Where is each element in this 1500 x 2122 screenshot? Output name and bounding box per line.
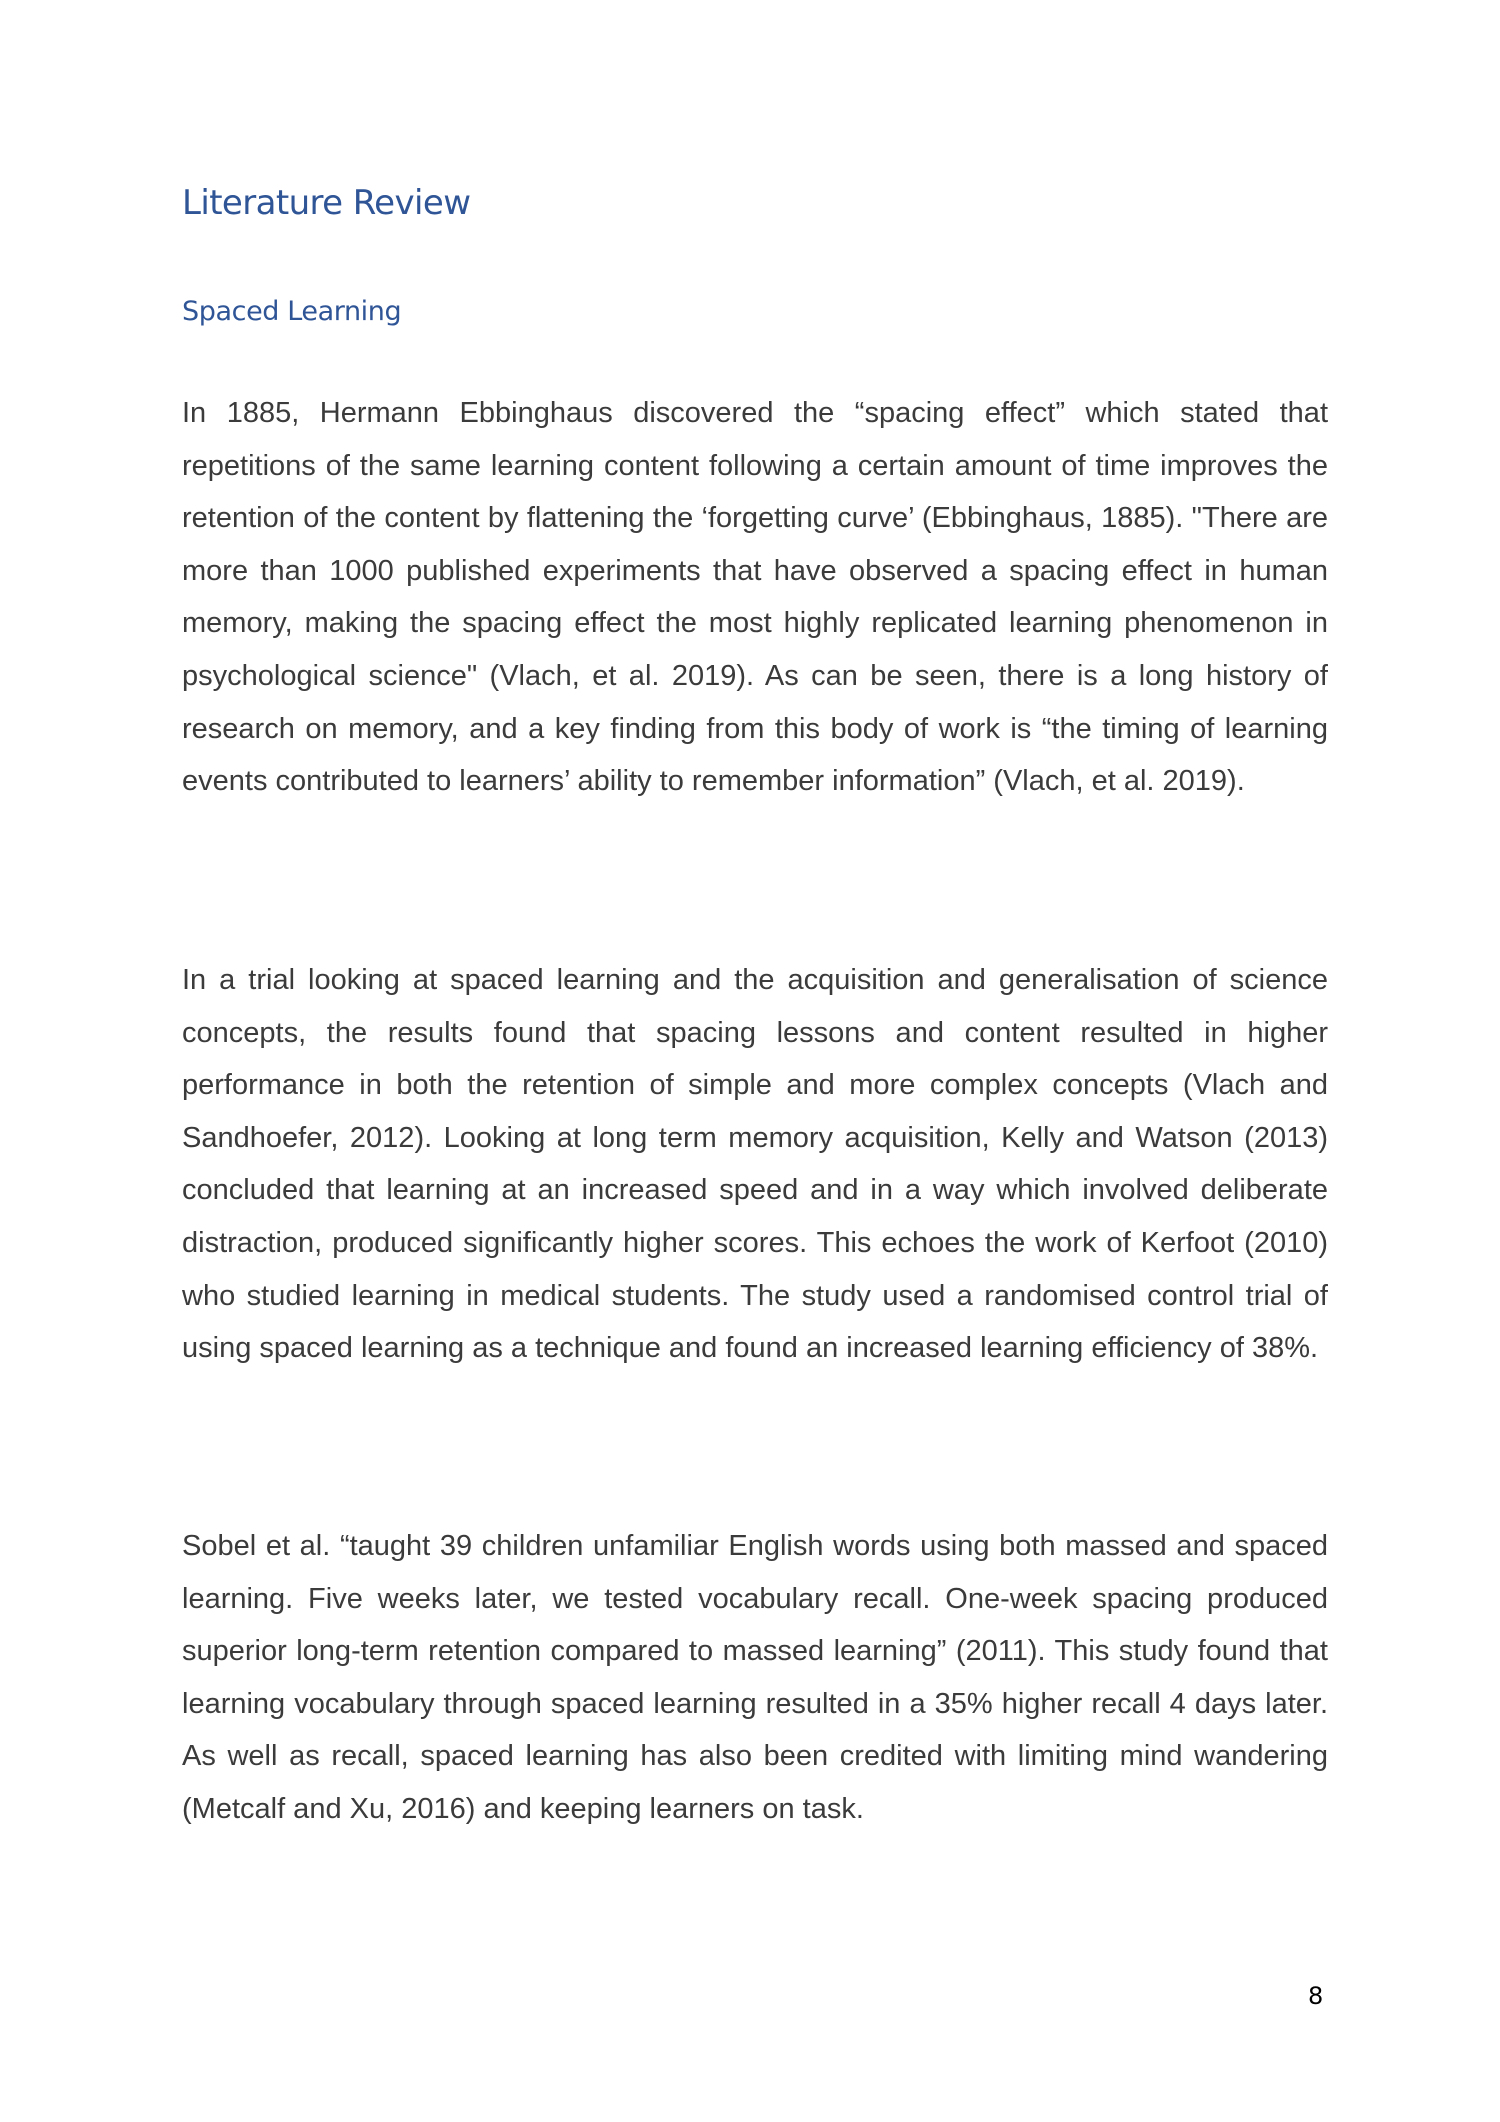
body-paragraph: In 1885, Hermann Ebbinghaus discovered the “spacing effect” which stated that repetitions of the same learning content following a certain amount of time improves the retention of the content by flattening the ‘forgetting curve’ (Ebbinghaus, 1885). "There are more than 1000 published experiments that have observed a spacing effect in human memory, making the spacing effect the most highly replicated learning phenomenon in psychological science" (Vlach, et al. 2019). As can be seen, there is a long history of research on memory, and a key finding from this body of work is “the timing of learning events contributed to learners’ ability to remember information” (Vlach, et al. 2019). [182, 397, 1328, 798]
page-number: 8 [1308, 1982, 1324, 2010]
body-paragraph: In a trial looking at spaced learning and the acquisition and generalisation of science concepts, the results found that spacing lessons and content resulted in higher performance in both the retention of simple and more complex concepts (Vlach and Sandhoefer, 2012). Looking at long term memory acquisition, Kelly and Watson (2013) concluded that learning at an increased speed and in a way which involved deliberate distraction, produced significantly higher scores. This echoes the work of Kerfoot (2010) who studied learning in medical students. The study used a randomised control trial of using spaced learning as a technique and found an increased learning efficiency of 38%. [182, 964, 1328, 1365]
subsection-heading: Spaced Learning [182, 296, 402, 327]
section-heading: Literature Review [182, 183, 471, 223]
body-paragraph: Sobel et al. “taught 39 children unfamiliar English words using both massed and spaced learning. Five weeks later, we tested vocabulary recall. One-week spacing produced superior long-term retention compared to massed learning” (2011). This study found that learning vocabulary through spaced learning resulted in a 35% higher recall 4 days later. As well as recall, spaced learning has also been credited with limiting mind wandering (Metcalf and Xu, 2016) and keeping learners on task. [182, 1530, 1328, 1825]
